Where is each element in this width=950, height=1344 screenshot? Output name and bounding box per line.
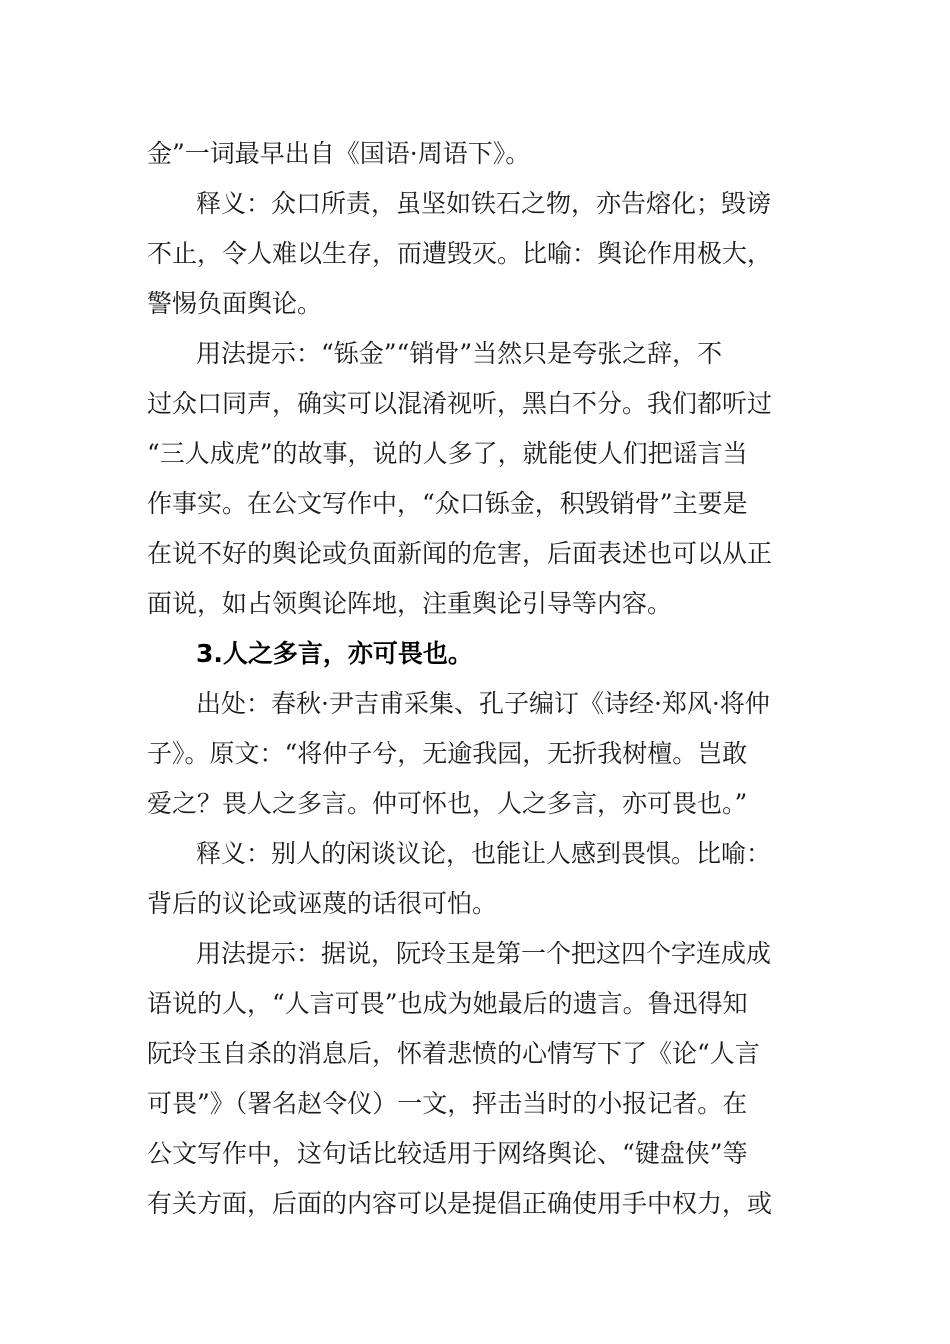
text-line-content: 可畏”》（署名赵令仪）一文，抨击当时的小报记者。在 xyxy=(147,1089,748,1118)
text-line-content: 爱之？畏人之多言。仲可怀也，人之多言，亦可畏也。” xyxy=(147,789,748,818)
text-line xyxy=(0,334,950,374)
text-line-content: 金”一词最早出自《国语·周语下》。 xyxy=(147,139,531,168)
text-line xyxy=(0,234,950,274)
text-line xyxy=(0,1034,950,1074)
section-heading xyxy=(0,634,950,674)
text-line-content: 子》。原文：“将仲子兮，无逾我园，无折我树檀。岂敢 xyxy=(147,739,748,768)
text-line xyxy=(0,1184,950,1224)
text-line-content: 公文写作中，这句话比较适用于网络舆论、“键盘侠”等 xyxy=(147,1139,748,1168)
text-line-content: 释义：众口所责，虽坚如铁石之物，亦告熔化；毁谤 xyxy=(196,189,772,218)
text-line-content: 用法提示：“铄金”“销骨”当然只是夸张之辞，不 xyxy=(196,339,723,368)
text-line xyxy=(0,784,950,824)
text-line xyxy=(0,684,950,724)
text-line-content: 出处：春秋·尹吉甫采集、孔子编订《诗经·郑风·将仲 xyxy=(196,689,770,718)
text-line xyxy=(0,1084,950,1124)
text-line xyxy=(0,934,950,974)
text-line-content: 过众口同声，确实可以混淆视听，黑白不分。我们都听过 xyxy=(147,389,773,418)
text-line xyxy=(0,434,950,474)
text-line xyxy=(0,534,950,574)
text-line xyxy=(0,384,950,424)
text-line xyxy=(0,284,950,324)
text-line-content: 背后的议论或诬蔑的话很可怕。 xyxy=(147,889,498,918)
text-line xyxy=(0,584,950,624)
text-line xyxy=(0,1134,950,1174)
text-line-content: 释义：别人的闲谈议论，也能让人感到畏惧。比喻： xyxy=(196,839,772,868)
text-line-content: 在说不好的舆论或负面新闻的危害，后面表述也可以从正 xyxy=(147,539,773,568)
text-line-content: 语说的人，“人言可畏”也成为她最后的遗言。鲁迅得知 xyxy=(147,989,748,1018)
text-line-content: 阮玲玉自杀的消息后，怀着悲愤的心情写下了《论“人言 xyxy=(147,1039,760,1068)
text-line-content: 不止，令人难以生存，而遭毁灭。比喻：舆论作用极大， xyxy=(147,239,773,268)
text-line xyxy=(0,184,950,224)
text-line-content: “三人成虎”的故事，说的人多了，就能使人们把谣言当 xyxy=(147,439,748,468)
text-line-content: 面说，如占领舆论阵地，注重舆论引导等内容。 xyxy=(147,589,673,618)
text-line xyxy=(0,984,950,1024)
text-line xyxy=(0,884,950,924)
section-heading-text: 3.人之多言，亦可畏也。 xyxy=(196,639,473,668)
text-line xyxy=(0,484,950,524)
text-line-content: 有关方面，后面的内容可以是提倡正确使用手中权力，或 xyxy=(147,1189,773,1218)
text-line-content: 作事实。在公文写作中，“众口铄金，积毁销骨”主要是 xyxy=(147,489,748,518)
text-line-content: 警惕负面舆论。 xyxy=(147,289,323,318)
text-line xyxy=(0,734,950,774)
text-line xyxy=(0,134,950,174)
text-line xyxy=(0,834,950,874)
text-line-content: 用法提示：据说，阮玲玉是第一个把这四个字连成成 xyxy=(196,939,772,968)
